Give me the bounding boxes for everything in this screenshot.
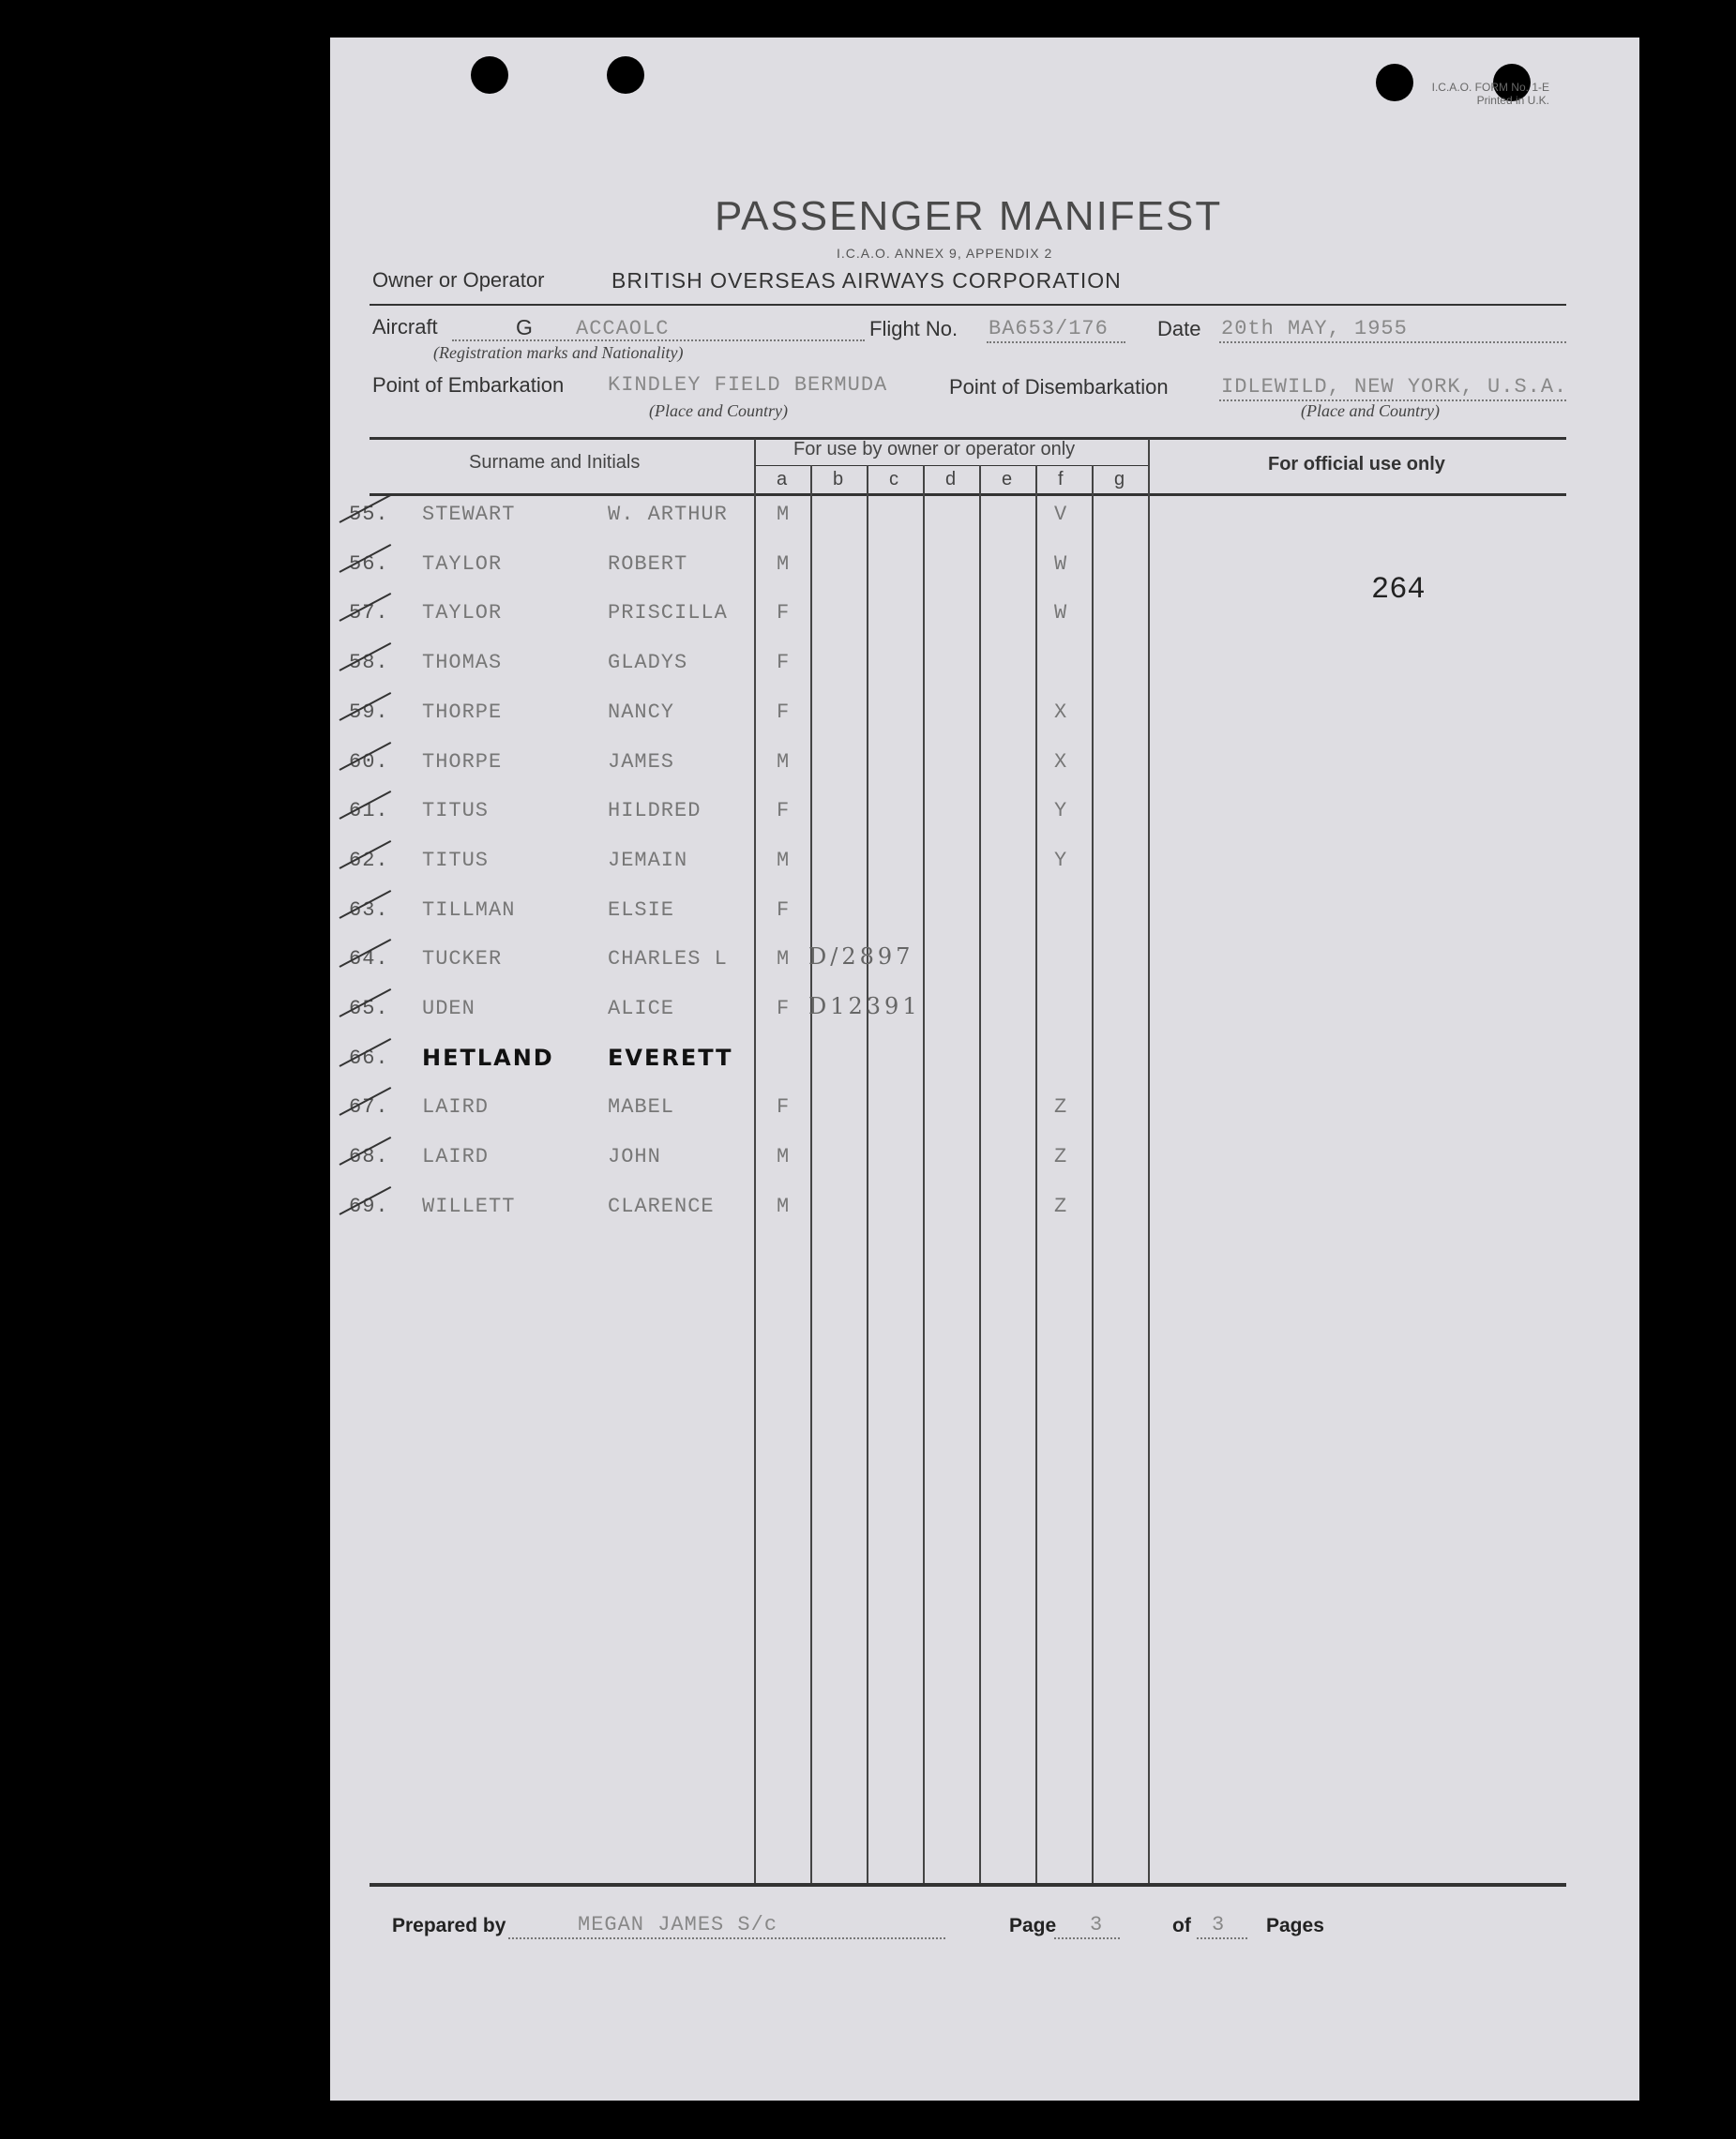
row-given-name: JAMES [608, 750, 675, 774]
page-subtitle: I.C.A.O. ANNEX 9, APPENDIX 2 [837, 246, 1053, 261]
form-number [1432, 81, 1549, 107]
row-surname: STEWART [422, 503, 516, 526]
col-line-f [1092, 465, 1094, 1883]
row-col-f: X [1054, 700, 1068, 724]
aircraft-dotline [452, 339, 865, 341]
col-line-surname [754, 439, 756, 1883]
date-label: Date [1157, 317, 1201, 340]
row-surname: TITUS [422, 849, 490, 872]
official-header: For official use only [1268, 454, 1445, 474]
flight-value: BA653/176 [989, 317, 1109, 340]
date-value: 20th MAY, 1955 [1221, 317, 1408, 340]
of-value: 3 [1212, 1913, 1226, 1936]
row-col-a: M [777, 1195, 791, 1218]
footer-rule [370, 1883, 1566, 1887]
owner-subheader-rule [754, 465, 1148, 466]
prepared-value: MEGAN JAMES S/c [578, 1913, 778, 1936]
row-col-a: F [777, 799, 791, 822]
row-surname: TAYLOR [422, 601, 503, 625]
embarkation-label: Point of Embarkation [372, 373, 565, 397]
row-surname: TUCKER [422, 947, 503, 971]
page-value: 3 [1090, 1913, 1104, 1936]
row-given-name: NANCY [608, 700, 675, 724]
manifest-sheet [330, 38, 1639, 2101]
surname-header: Surname and Initials [469, 452, 641, 473]
row-surname: TITUS [422, 799, 490, 822]
row-number: 66. [349, 1047, 389, 1070]
row-col-a: M [777, 1145, 791, 1168]
form-no-text: I.C.A.O. FORM No. 1-E [1431, 81, 1549, 94]
row-col-a: F [777, 700, 791, 724]
row-surname: THORPE [422, 700, 503, 724]
row-given-name: EVERETT [608, 1045, 733, 1071]
header-rule [370, 304, 1566, 306]
row-surname: THOMAS [422, 651, 503, 674]
row-number: 55. [349, 503, 389, 526]
col-line-e [1035, 465, 1037, 1883]
table-header-rule [370, 493, 1566, 496]
disembarkation-note: (Place and Country) [1301, 401, 1440, 420]
row-col-a: F [777, 1095, 791, 1119]
row-surname: LAIRD [422, 1145, 490, 1168]
row-col-f: Z [1054, 1145, 1068, 1168]
row-given-name: CLARENCE [608, 1195, 715, 1218]
flight-label: Flight No. [869, 317, 959, 340]
subcol-e: e [1002, 469, 1013, 490]
row-given-name: HILDRED [608, 799, 702, 822]
embarkation-note: (Place and Country) [649, 401, 788, 420]
col-line-g [1148, 439, 1150, 1883]
subcol-g: g [1114, 469, 1125, 490]
row-surname: THORPE [422, 750, 503, 774]
row-number: 59. [349, 700, 389, 724]
row-col-a: F [777, 997, 791, 1020]
col-line-c [923, 465, 925, 1883]
row-number: 68. [349, 1145, 389, 1168]
row-given-name: ROBERT [608, 552, 688, 576]
punch-hole-3 [1376, 64, 1413, 101]
row-given-name: ELSIE [608, 898, 675, 922]
row-given-name: CHARLES L [608, 947, 728, 971]
row-col-a: M [777, 503, 791, 526]
disembarkation-value: IDLEWILD, NEW YORK, U.S.A. [1221, 375, 1568, 399]
row-surname: LAIRD [422, 1095, 490, 1119]
embarkation-value: KINDLEY FIELD BERMUDA [608, 373, 888, 397]
row-surname: HETLAND [422, 1045, 554, 1071]
owner-value: BRITISH OVERSEAS AIRWAYS CORPORATION [611, 268, 1122, 293]
page-dotline [1054, 1937, 1120, 1939]
row-surname: TILLMAN [422, 898, 516, 922]
col-line-a [810, 465, 812, 1883]
row-col-f: Z [1054, 1195, 1068, 1218]
punch-hole-1 [471, 56, 508, 94]
row-col-a: M [777, 552, 791, 576]
row-col-f: V [1054, 503, 1068, 526]
col-line-d [979, 465, 981, 1883]
pages-label: Pages [1266, 1915, 1324, 1936]
aircraft-value: ACCAOLC [576, 317, 670, 340]
row-col-f: Y [1054, 849, 1068, 872]
aircraft-prefix: G [516, 315, 534, 339]
subcol-a: a [777, 469, 788, 490]
row-col-a: M [777, 849, 791, 872]
row-given-name: GLADYS [608, 651, 688, 674]
official-number: 264 [1371, 572, 1426, 607]
row-given-name: W. ARTHUR [608, 503, 728, 526]
subcol-b: b [833, 469, 844, 490]
row-number: 64. [349, 947, 389, 971]
page-label: Page [1009, 1915, 1057, 1936]
row-number: 69. [349, 1195, 389, 1218]
row-col-a: M [777, 947, 791, 971]
punch-hole-2 [607, 56, 644, 94]
col-line-b [867, 465, 868, 1883]
row-col-f: Y [1054, 799, 1068, 822]
prepared-label: Prepared by [392, 1915, 506, 1936]
row-col-a: M [777, 750, 791, 774]
date-dotline [1219, 341, 1566, 343]
row-surname: UDEN [422, 997, 476, 1020]
row-number: 62. [349, 849, 389, 872]
row-given-name: PRISCILLA [608, 601, 728, 625]
page-title: PASSENGER MANIFEST [715, 193, 1223, 239]
aircraft-note: (Registration marks and Nationality) [433, 343, 684, 362]
subcol-d: d [945, 469, 957, 490]
row-number: 67. [349, 1095, 389, 1119]
row-col-f: W [1054, 601, 1068, 625]
of-label: of [1172, 1915, 1191, 1936]
row-col-b: D12391 [808, 993, 921, 1019]
subcol-c: c [889, 469, 898, 490]
row-col-b: D/2897 [808, 943, 914, 970]
row-surname: TAYLOR [422, 552, 503, 576]
printed-text: Printed in U.K. [1476, 94, 1549, 107]
row-given-name: JOHN [608, 1145, 661, 1168]
aircraft-label: Aircraft [372, 315, 438, 339]
row-col-f: Z [1054, 1095, 1068, 1119]
row-col-a: F [777, 601, 791, 625]
row-col-f: X [1054, 750, 1068, 774]
row-number: 61. [349, 799, 389, 822]
subcol-f: f [1058, 469, 1064, 490]
row-surname: WILLETT [422, 1195, 516, 1218]
row-given-name: ALICE [608, 997, 675, 1020]
row-col-a: F [777, 898, 791, 922]
row-given-name: MABEL [608, 1095, 675, 1119]
prepared-dotline [508, 1937, 945, 1939]
row-given-name: JEMAIN [608, 849, 688, 872]
owner-label: Owner or Operator [372, 268, 545, 292]
row-col-a: F [777, 651, 791, 674]
row-number: 63. [349, 898, 389, 922]
disembarkation-label: Point of Disembarkation [949, 375, 1169, 399]
row-col-f: W [1054, 552, 1068, 576]
row-number: 58. [349, 651, 389, 674]
flight-dotline [987, 341, 1125, 343]
row-number: 56. [349, 552, 389, 576]
row-number: 57. [349, 601, 389, 625]
row-number: 60. [349, 750, 389, 774]
owner-use-header: For use by owner or operator only [793, 439, 1076, 459]
of-dotline [1197, 1937, 1247, 1939]
row-number: 65. [349, 997, 389, 1020]
